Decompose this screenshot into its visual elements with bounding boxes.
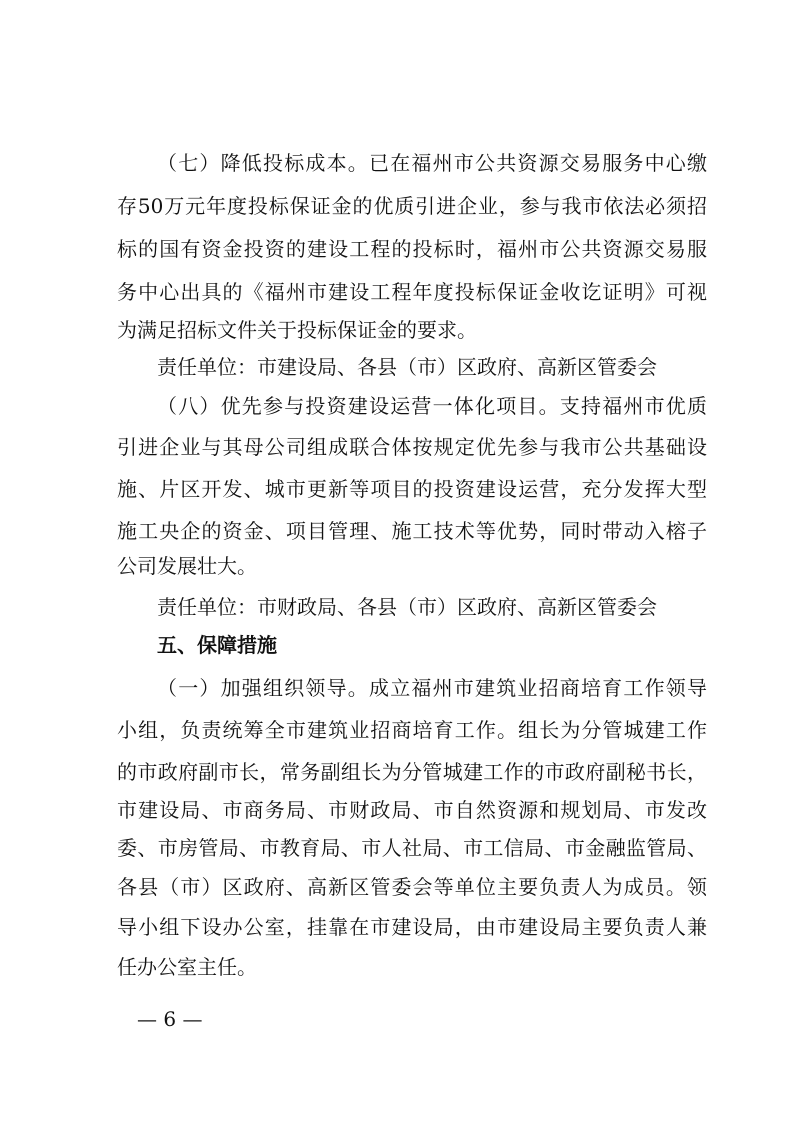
responsibility-line-2: 责任单位：市财政局、各县（市）区政府、高新区管委会 bbox=[157, 595, 657, 619]
paragraph-1-line: 任办公室主任。 bbox=[117, 955, 257, 979]
page-number: — 6 — bbox=[137, 1007, 203, 1031]
paragraph-1-line: （一）加强组织领导。成立福州市建筑业招商培育工作领导 bbox=[157, 676, 707, 700]
paragraph-1-line: 市建设局、市商务局、市财政局、市自然资源和规划局、市发改 bbox=[117, 798, 707, 822]
paragraph-7-line: 标的国有资金投资的建设工程的投标时，福州市公共资源交易服 bbox=[117, 237, 707, 261]
section-heading: 五、保障措施 bbox=[157, 633, 277, 657]
paragraph-1-line: 的市政府副市长，常务副组长为分管城建工作的市政府副秘书长， bbox=[117, 760, 707, 784]
paragraph-8-line: 施工央企的资金、项目管理、施工技术等优势，同时带动入榕子 bbox=[117, 519, 707, 543]
paragraph-1-line: 导小组下设办公室，挂靠在市建设局，由市建设局主要负责人兼 bbox=[117, 915, 707, 939]
paragraph-1-line: 委、市房管局、市教育局、市人社局、市工信局、市金融监管局、 bbox=[117, 836, 707, 860]
paragraph-1-line: 小组，负责统筹全市建筑业招商培育工作。组长为分管城建工作 bbox=[117, 718, 707, 742]
paragraph-8-line: （八）优先参与投资建设运营一体化项目。支持福州市优质 bbox=[157, 394, 707, 418]
paragraph-8-line: 引进企业与其母公司组成联合体按规定优先参与我市公共基础设 bbox=[117, 435, 707, 459]
paragraph-7-line: （七）降低投标成本。已在福州市公共资源交易服务中心缴 bbox=[157, 151, 707, 175]
responsibility-line-1: 责任单位：市建设局、各县（市）区政府、高新区管委会 bbox=[157, 355, 657, 379]
paragraph-8-line: 施、片区开发、城市更新等项目的投资建设运营，充分发挥大型 bbox=[117, 477, 707, 501]
paragraph-8-line: 公司发展壮大。 bbox=[117, 554, 257, 578]
paragraph-1-line: 各县（市）区政府、高新区管委会等单位主要负责人为成员。领 bbox=[117, 875, 707, 899]
paragraph-7-line: 存50万元年度投标保证金的优质引进企业，参与我市依法必须招 bbox=[117, 194, 707, 218]
paragraph-7-line: 务中心出具的《福州市建设工程年度投标保证金收讫证明》可视 bbox=[117, 280, 707, 304]
paragraph-7-line: 为满足招标文件关于投标保证金的要求。 bbox=[117, 318, 477, 342]
